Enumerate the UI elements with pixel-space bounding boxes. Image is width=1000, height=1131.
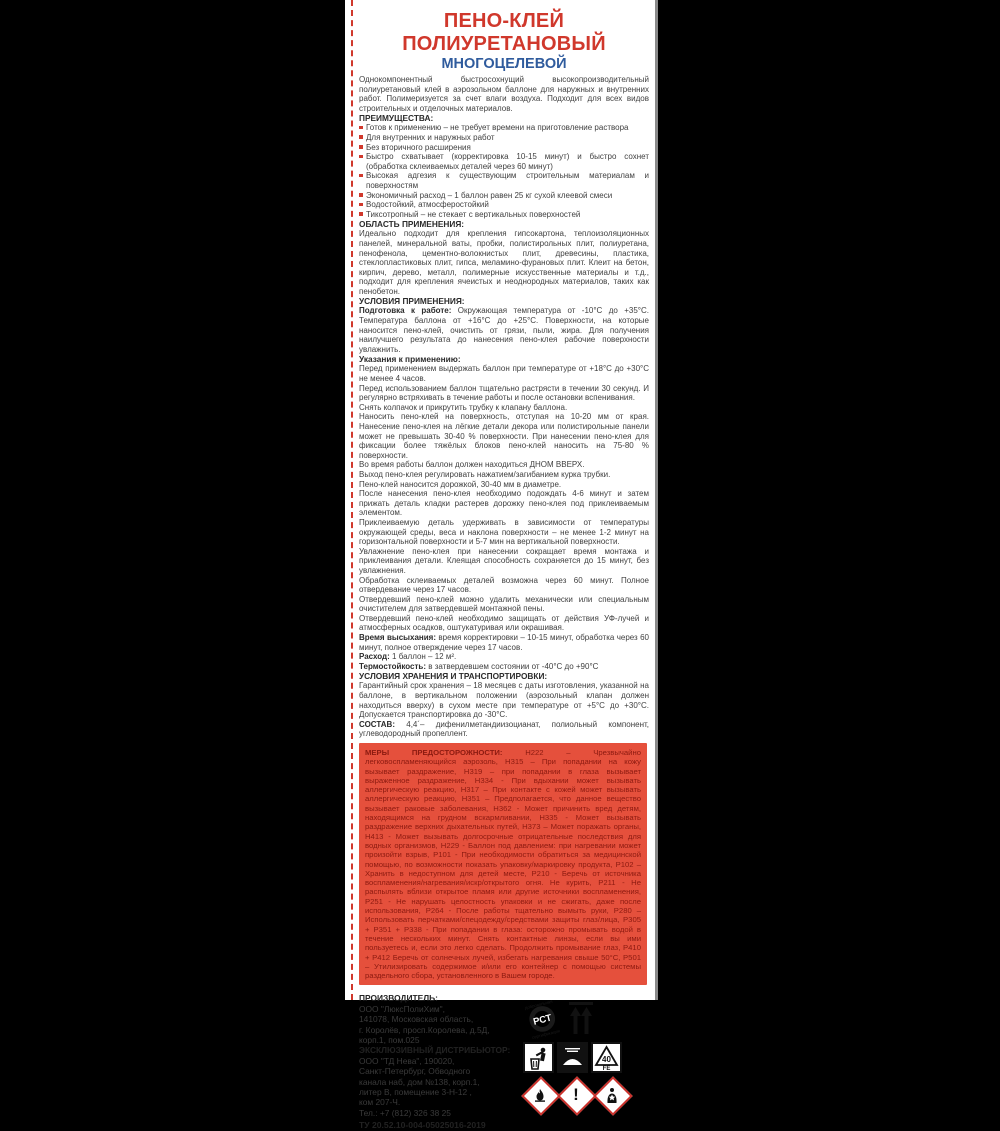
advantage-item	[359, 171, 649, 190]
instruction-item: Приклеиваемую деталь удерживать в зависимости от температуры окружающей среды, веса и наклона поверхности – не менее 1-2 минут на горизонтальной поверхности и 5-7 мин на вертикальной поверхности.	[359, 518, 649, 547]
advantage-text: Тиксотропный – не стекает с вертикальных поверхностей	[366, 210, 580, 219]
drying-label: Время высыхания:	[359, 633, 436, 642]
advantage-item	[359, 200, 649, 210]
instruction-item: Обработка склеиваемых деталей возможна через 60 минут. Полное отвердевание через 17 часов.	[359, 576, 649, 595]
pictograms-column	[523, 993, 643, 1130]
keep-dry-dome-icon	[557, 1042, 588, 1073]
bullet-square-icon	[359, 126, 363, 130]
heat-resistance-paragraph	[359, 662, 649, 672]
bullet-square-icon	[359, 203, 363, 207]
distributor-line: канала наб, дом №138, корп.1,	[359, 1077, 517, 1087]
instructions-heading: Указания к применению:	[359, 354, 649, 364]
advantage-text: Водостойкий, атмосферостойкий	[366, 200, 489, 209]
ghs-flame-icon	[523, 1078, 557, 1112]
instruction-item: После нанесения пено-клея необходимо подождать 4-6 минут и затем прижать деталь кладки растерев дорожку пено-клея под приклеиваемым элементом.	[359, 489, 649, 518]
svg-text:добровольная: добровольная	[524, 999, 553, 1011]
ghs-health-hazard-icon	[595, 1078, 629, 1112]
instruction-item: Отвердевший пено-клей необходимо защищать от действия УФ-лучей и атмосферных осадков, оштукатуривая или окрашивая.	[359, 614, 649, 633]
manufacturer-line: 141078, Московская область,	[359, 1014, 517, 1024]
distributor-line: ком 207-Ч.	[359, 1097, 517, 1107]
precautions-label: МЕРЫ ПРЕДОСТОРОЖНОСТИ:	[365, 748, 503, 757]
application-area-text: Идеально подходит для крепления гипсокартона, теплоизоляционных панелей, минеральной ваты, пробки, полистирольных плит, полиуретана, пенофенола, цементно-волокнистых плит, древесины, пластика, стеклопластиковых плит, гипса, меламино-фурановых плит. Клеит на бетон, кирпич, дерево, металл, полимерные искусственные материалы и т.д., подходит для крепления ячеистых и неоднородных материалов, таких как пенобетон.	[359, 229, 649, 296]
company-info-column	[359, 993, 517, 1130]
manufacturer-lines	[359, 1004, 517, 1046]
distributor-line: литер В, помещение 3-Н-12 ,	[359, 1087, 517, 1097]
manufacturer-heading: ПРОИЗВОДИТЕЛЬ:	[359, 993, 517, 1003]
composition-label: СОСТАВ:	[359, 720, 395, 729]
distributor-line: ООО "ТД Нева", 190020,	[359, 1056, 517, 1066]
consumption-paragraph	[359, 652, 649, 662]
advantage-item	[359, 152, 649, 171]
intro-text: Однокомпонентный быстросохнущий высокопроизводительный полиуретановый клей в аэрозольном баллоне для наружных и внутренних работ. Полимеризуется за счет влаги воздуха. Подходит для всех видов строительных и отделочных материалов.	[359, 75, 649, 113]
distributor-lines	[359, 1056, 517, 1108]
product-label	[345, 0, 658, 1000]
svg-text:сертификация: сертификация	[532, 1028, 562, 1040]
precautions-text: Н222 – Чрезвычайно легковоспламеняющийся аэрозоль, Н315 – При попадании на кожу вызывает раздражение, Н319 – при попадании в глаза вызывает выраженное раздражение, Н334 - При вдыхании может вызывать аллергическую реакцию, Н317 – При контакте с кожей может вызывать аллергическую реакцию, Н351 – Предполагается, что данное вещество вызывает раковые заболевания, Н362 - Может причинить вред детям, находящимся на грудном вскармливании, Н335 - Может вызывать раздражение верхних дыхательных путей, Н373 – Может поражать органы, Н413 - Может вызывать долгосрочные отрицательные последствия для водных организмов, Н229 - Баллон под давлением: при нагревании может произойти взрыв, Р101 - При необходимости обратиться за медицинской помощью, по возможности показать упаковку/маркировку продукта, Р102 – Хранить в недоступном для детей месте, Р210 - Беречь от источника воспламенения/нагревания/искр/открытого огня. Не курить, Р211 - Не распылять вблизи открытое пламя или другие источники воспламенения, Р251 - Не нарушать целостность упаковки и не сжигать, даже после использования, Р264 - После работы тщательно вымыть руки, Р280 – Использовать перчатками/спецодежду/средствами защиты глаз/лица, Р305 + Р351 + Р338 - При попадании в глаза: осторожно промывать водой в течение нескольких минут. Снять контактные линзы, если вы ими пользуетесь и, если это легко сделать. Продолжить промывание глаз, Р410 + Р412 Беречь от солнечных лучей, избегать нагревания свыше 50°С, Р501 – Утилизировать содержимое и/или его контейнер с помощью системы раздельного сбора, установленного в Вашем городе.	[365, 748, 641, 980]
advantage-item	[359, 133, 649, 143]
instructions-list	[359, 364, 649, 633]
advantage-text: Быстро схватывает (корректировка 10-15 минут) и быстро сохнет (обработка склеиваемых деталей через 60 минут)	[366, 152, 649, 171]
metal-recycling-icon	[591, 1042, 622, 1073]
keep-upright-arrows-icon	[568, 1002, 594, 1034]
phone-line: Тел.: +7 (812) 326 38 25	[359, 1108, 517, 1118]
bullet-square-icon	[359, 135, 363, 139]
advantage-text: Экономичный расход – 1 баллон равен 25 кг сухой клеевой смеси	[366, 191, 612, 200]
advantages-heading: ПРЕИМУЩЕСТВА:	[359, 113, 649, 123]
instruction-item: Снять колпачок и прикрутить трубку к клапану баллона.	[359, 403, 649, 413]
application-area-heading: ОБЛАСТЬ ПРИМЕНЕНИЯ:	[359, 219, 649, 229]
composition-text: 4,4´– дифенилметандиизоцианат, полиольный компонент, углеводородный пропеллент.	[359, 720, 649, 739]
heat-resistance-label: Термостойкость:	[359, 662, 426, 671]
advantage-text: Готов к применению – не требует времени на приготовление раствора	[366, 123, 628, 132]
usage-conditions-heading: УСЛОВИЯ ПРИМЕНЕНИЯ:	[359, 296, 649, 306]
pictogram-row-2	[523, 1042, 643, 1073]
distributor-heading: ЭКСКЛЮЗИВНЫЙ ДИСТРИБЬЮТОР:	[359, 1045, 517, 1055]
advantage-text: Высокая адгезия к существующим строительным материалам и поверхностям	[366, 171, 649, 190]
instruction-item: Увлажнение пено-клея при нанесении сокращает время монтажа и приклеивания детали. Клеящая способность сохраняется до 15 минут, без увлажнения.	[359, 547, 649, 576]
bullet-square-icon	[359, 174, 363, 178]
advantage-item	[359, 123, 649, 133]
manufacturer-line: корп.1, пом.025	[359, 1035, 517, 1045]
preparation-text: Окружающая температура от -10°С до +35°С. Температура баллона от +16°С до +25°С. Поверхности, на которые наносится пено-клей, очистить от грязи, пыли, жира. Для получения наилучшего результата до нанесения пено-клея рабочие поверхности увлажнить.	[359, 306, 649, 353]
manufacturer-line: г. Королёв, просп.Королева, д.5Д,	[359, 1025, 517, 1035]
rst-voluntary-certification-icon	[519, 995, 565, 1041]
storage-heading: УСЛОВИЯ ХРАНЕНИЯ И ТРАНСПОРТИРОВКИ:	[359, 671, 649, 681]
manufacturer-line: ООО "ЛюксПолиХим",	[359, 1004, 517, 1014]
instruction-item: Наносить пено-клей на поверхность, отступая на 10-20 мм от края. Нанесение пено-клея на лёгкие детали декора или полистирольные панели может не превышать 30-40 % поверхности. При нанесении пено-клея для фиксации более тяжёлых блоков пено-клей наносить на 75-80 % поверхности.	[359, 412, 649, 460]
preparation-label: Подготовка к работе:	[359, 306, 451, 315]
svg-text:FE: FE	[603, 1066, 611, 1072]
advantage-item	[359, 143, 649, 153]
pictogram-row-1	[523, 999, 643, 1037]
drying-text: время корректировки – 10-15 минут, обработка через 60 минут, полное отверждение через 17 часов.	[359, 633, 649, 652]
die-cut-dashed-line	[351, 0, 353, 1000]
instruction-item: Отвердевший пено-клей можно удалить механически или специальным очистителем для затвердевшей монтажной пены.	[359, 595, 649, 614]
advantage-item	[359, 191, 649, 201]
instruction-item: Перед использованием баллон тщательно растрясти в течении 30 секунд. И регулярно встряхивать в течение работы и после остановки вспенивания.	[359, 384, 649, 403]
instruction-item: Перед применением выдержать баллон при температуре от +18°С до +30°С не менее 4 часов.	[359, 364, 649, 383]
bullet-square-icon	[359, 145, 363, 149]
advantage-item	[359, 210, 649, 220]
distributor-line: Санкт-Петербург, Обводного	[359, 1066, 517, 1076]
advantage-text: Для внутренних и наружных работ	[366, 133, 495, 142]
tu-standard-number: ТУ 20.52.10-004-05025016-2019	[359, 1120, 517, 1130]
product-subtitle: МНОГОЦЕЛЕВОЙ	[359, 56, 649, 72]
bullet-square-icon	[359, 193, 363, 197]
advantages-list	[359, 123, 649, 219]
svg-text:40: 40	[602, 1055, 611, 1064]
tidy-man-icon	[523, 1042, 554, 1073]
heat-resistance-text: в затвердевшем состоянии от -40°С до +90°С	[426, 662, 598, 671]
composition-paragraph	[359, 720, 649, 739]
advantage-text: Без вторичного расширения	[366, 143, 471, 152]
instruction-item: Выход пено-клея регулировать нажатием/загибанием курка трубки.	[359, 470, 649, 480]
consumption-text: 1 баллон – 12 м².	[390, 652, 456, 661]
bullet-square-icon	[359, 155, 363, 159]
svg-text:РСТ: РСТ	[532, 1013, 553, 1028]
drying-paragraph	[359, 633, 649, 652]
footer-section	[359, 993, 649, 1130]
storage-text: Гарантийный срок хранения – 18 месяцев с даты изготовления, указанной на баллоне, в вертикальном положении (аэрозольный клапан должен находиться вверху) в сухом месте при температуре от +5°С до +30°С. Допускается транспортировка до -30°С.	[359, 681, 649, 719]
product-title: ПЕНО-КЛЕЙ ПОЛИУРЕТАНОВЫЙ	[359, 10, 649, 56]
preparation-paragraph	[359, 306, 649, 354]
consumption-label: Расход:	[359, 652, 390, 661]
ghs-exclamation-icon: !	[559, 1078, 593, 1112]
pictogram-row-3	[523, 1078, 643, 1112]
instruction-item: Пено-клей наносится дорожкой, 30-40 мм в диаметре.	[359, 480, 649, 490]
bullet-square-icon	[359, 212, 363, 216]
instruction-item: Во время работы баллон должен находиться ДНОМ ВВЕРХ.	[359, 460, 649, 470]
precautions-box	[359, 743, 647, 985]
